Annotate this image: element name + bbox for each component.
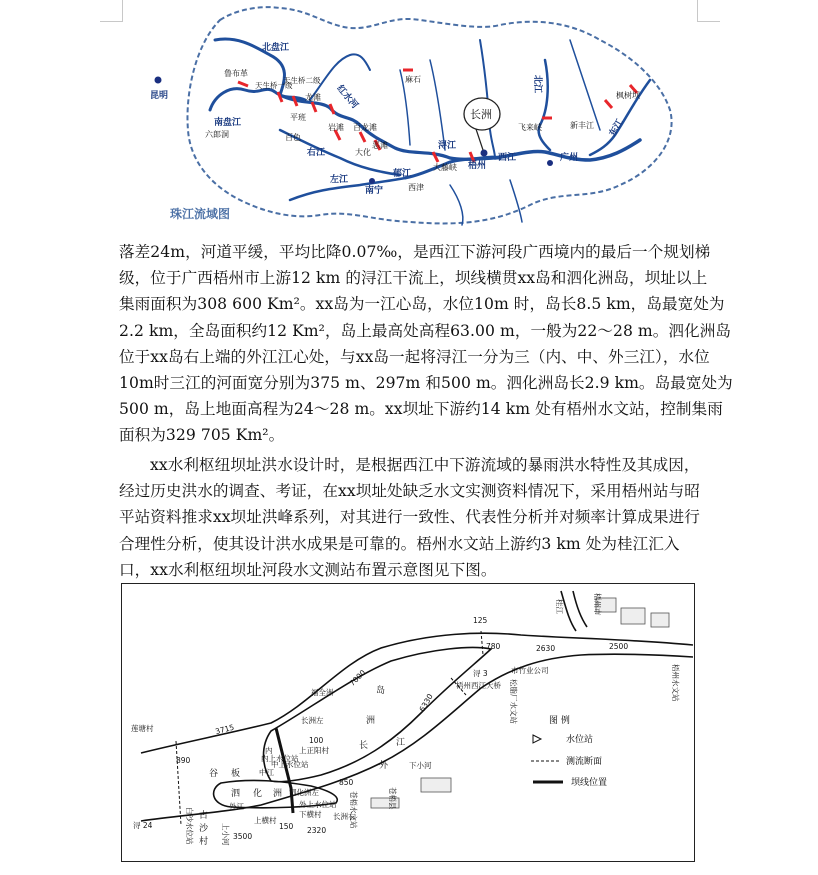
- label-sihua: 泗: [231, 789, 241, 799]
- label-d3500: 3500: [233, 832, 253, 841]
- label-lianpeng: 莲塘村: [131, 724, 154, 733]
- paragraph-1: [119, 239, 733, 449]
- label-zhongjiang: 中江: [259, 768, 274, 777]
- label-cun: 村: [199, 837, 209, 847]
- label-shangxiao: 上小河: [221, 823, 230, 846]
- label-xiaohe: 下小河: [409, 761, 432, 770]
- label-dongjiang: 东江: [607, 117, 626, 139]
- label-wuzhouzhan: 梧州水文站: [671, 664, 680, 702]
- label-shanghe: 上横村: [254, 816, 277, 825]
- label-gu: 谷: [209, 769, 219, 779]
- city-dot-kunming: [155, 77, 162, 84]
- paragraph-line: 500 m，岛上地面高程为24～28 m。xx坝址下游约14 km 处有梧州水文站，控制集雨: [119, 400, 723, 419]
- page-corner-mark: [698, 21, 720, 22]
- label-d780: 780: [486, 642, 501, 651]
- section-line: [176, 741, 181, 825]
- dam-marker: [605, 100, 612, 108]
- paragraph-line: 落差24m，河道平缓，平均比降0.07‰，是西江下游河段广西境内的最后一个规划梯: [119, 243, 711, 261]
- tributary: [570, 40, 600, 130]
- label-neijiang: 内上水位站: [261, 754, 299, 763]
- label-etan: 恶滩: [372, 141, 388, 150]
- label-d2500: 2500: [609, 642, 629, 651]
- label-tianshengqiao2: 天生桥二级: [283, 76, 321, 85]
- legend-title: 图 例: [549, 716, 570, 726]
- label-xijiang: 西江: [498, 153, 517, 163]
- label-cangwu: 苍梧县: [388, 787, 397, 810]
- label-d850: 850: [339, 778, 354, 787]
- label-guangzhou: 广州: [560, 153, 579, 163]
- label-tianshengqiao1: 天生桥一级: [255, 81, 293, 90]
- dam-marker: [360, 132, 365, 142]
- label-songliuchang: 松脂厂水文站: [509, 679, 518, 724]
- label-mashi: 麻石: [405, 75, 421, 84]
- tributary: [510, 180, 522, 222]
- dam-marker: [330, 104, 334, 114]
- page-corner-mark: [100, 21, 122, 22]
- label-changzhouyou: 长洲右: [333, 812, 356, 821]
- label-kunming: 昆明: [150, 91, 169, 101]
- map1-title: 珠江流域图: [170, 207, 231, 221]
- paragraph-line: 2.2 km，全岛面积约12 Km²，岛上最高处高程63.00 m，一般为22～28 m。泗化洲岛: [119, 321, 731, 340]
- label-beipanjiang: 北盘江: [262, 43, 290, 53]
- paragraph-line: 10m时三江的河面宽分别为375 m、297m 和500 m。泗化洲岛长2.9 km。岛最宽处为: [119, 374, 733, 393]
- label-dahua: 大化: [355, 148, 371, 157]
- label-beijiang: 北江: [532, 75, 542, 94]
- label-yantan: 岩滩: [328, 123, 344, 132]
- north-bank: [141, 633, 693, 753]
- hydrologic-station-layout-map: [121, 583, 695, 862]
- label-bose: 百色: [285, 133, 301, 142]
- label-d890: 890: [176, 756, 191, 765]
- label-nei: 内: [265, 746, 273, 755]
- label-chang: 长: [359, 741, 369, 751]
- beijiang-river: [539, 60, 550, 150]
- label-fuquanzhou: 福全洲: [311, 688, 334, 697]
- label-d100: 100: [309, 736, 324, 745]
- label-zhou: 洲: [366, 716, 376, 726]
- paragraph-line: 面积为329 705 Km²。: [119, 426, 285, 445]
- pearl-river-basin-map: [150, 0, 690, 232]
- label-fengshuba: 枫树坝: [616, 91, 640, 100]
- legend: [531, 714, 607, 788]
- paragraph-line: 合理性分析，使其设计洪水成果是可靠的。梧州水文站上游约3 km 处为桂江汇入: [119, 534, 680, 553]
- section-line: [481, 631, 483, 655]
- legend-section-label: 测流断面: [566, 757, 603, 767]
- label-zhongshang: 中上水位站: [271, 760, 309, 769]
- paragraph-line: 级，位于广西梧州市上游12 km 的浔江干流上，坝线横贯xx岛和泗化洲岛，坝址以上: [119, 269, 708, 288]
- changzhou-callout-pointer: [476, 129, 483, 150]
- label-sha: 沙: [199, 824, 209, 834]
- label-changzhou: 长洲: [470, 108, 492, 121]
- legend-dam-label: 坝线位置: [571, 778, 608, 788]
- label-xun24: 浔 24: [133, 821, 153, 830]
- label-dao: 岛: [376, 686, 386, 696]
- label-xun3: 浔 3: [473, 669, 488, 678]
- south-bank: [141, 654, 693, 821]
- label-shizhuye: 市竹业公司: [511, 666, 549, 675]
- label-nanpanjiang: 南盘江: [214, 118, 242, 128]
- label-nanning: 南宁: [365, 186, 384, 196]
- dam-marker: [238, 82, 248, 86]
- label-wai: 外: [379, 761, 389, 771]
- city-dot-nanning: [369, 178, 375, 184]
- label-jiang: 江: [396, 738, 406, 748]
- label-changzhouzuo: 长洲左: [301, 716, 324, 725]
- label-wuzhou: 梧州: [468, 161, 487, 171]
- label-waijiang: 外江: [229, 802, 244, 811]
- label-zuojiang: 左江: [330, 175, 349, 185]
- label-sihuazuo: 泗化洲左: [289, 788, 319, 797]
- page-corner-mark: [697, 0, 698, 22]
- paragraph-line: 集雨面积为308 600 Km²。xx岛为一江心岛，水位10m 时，岛长8.5 km，岛最宽处为: [119, 295, 725, 314]
- label-d150: 150: [279, 822, 294, 831]
- label-xunjiang: 浔江: [438, 141, 457, 151]
- label-yujiang: 郁江: [393, 169, 412, 179]
- basin-boundary: [187, 7, 671, 223]
- label-xijin: 西津: [408, 183, 424, 192]
- label-d125: 125: [473, 616, 488, 625]
- label-cangwuzhan: 苍梧水文站: [349, 791, 358, 829]
- paragraph-line: xx水利枢纽坝址洪水设计时，是根据西江中下游流域的暴雨洪水特性及其成因，: [150, 456, 700, 474]
- label-bailongtan: 百龙滩: [353, 123, 377, 132]
- label-baisha: 白沙水位站: [185, 807, 194, 845]
- label-waishang: 外上水位站: [299, 800, 337, 809]
- label-feilaixia: 飞来峡: [518, 123, 542, 132]
- label-daqiao: 梧州西江大桥: [456, 681, 501, 690]
- label-d3715: 3715: [214, 722, 236, 737]
- paragraph-line: 经过历史洪水的调查、考证，在xx坝址处缺乏水文实测资料情况下，采用梧州站与昭: [119, 482, 700, 501]
- label-d2320: 2320: [307, 826, 327, 835]
- label-xinfengjiang: 新丰江: [570, 121, 594, 130]
- label-liulangdong: 六郎洞: [205, 130, 229, 139]
- urban-block: [621, 608, 645, 624]
- tributary: [430, 60, 445, 150]
- legend-stage-label: 水位站: [566, 735, 594, 745]
- label-wuzhoushi: 梧州市: [593, 593, 602, 616]
- label-lubuge: 鲁布革: [224, 69, 248, 78]
- paragraph-2: [119, 452, 699, 583]
- label-datengxia: 大藤峡: [433, 163, 457, 172]
- label-longtan: 龙滩: [305, 93, 321, 102]
- guijiang-bank: [573, 591, 587, 627]
- label-xiamoc: 下横村: [299, 810, 322, 819]
- label-d7000: 7000: [347, 668, 368, 688]
- city-dot-guangzhou: [547, 160, 553, 166]
- label-pingban: 平班: [290, 113, 306, 122]
- label-gu2: 古: [199, 811, 209, 821]
- urban-block: [651, 613, 669, 627]
- paragraph-line: 平站资料推求xx坝址洪峰系列，对其进行一致性、代表性分析并对频率计算成果进行: [119, 508, 700, 527]
- label-zhouzuo: 洲: [273, 789, 283, 799]
- label-ban: 板: [231, 769, 241, 779]
- tributary: [450, 185, 463, 225]
- label-hongshuihe: 红水河: [334, 83, 360, 111]
- legend-stage-symbol: [533, 735, 541, 743]
- label-youjiang: 右江: [307, 148, 326, 158]
- urban-block: [421, 778, 451, 792]
- label-d6330: 6330: [417, 692, 435, 714]
- label-hua: 化: [253, 789, 263, 799]
- label-zhengyang: 上正阳村: [299, 746, 329, 755]
- label-guijiang: 桂江: [555, 599, 564, 614]
- city-dot-wuzhou: [481, 150, 488, 157]
- paragraph-line: 位于xx岛右上端的外江江心处，与xx岛一起将浔江一分为三（内、中、外三江），水位: [119, 347, 710, 366]
- page-corner-mark: [122, 0, 123, 22]
- label-d2630: 2630: [536, 644, 556, 653]
- paragraph-line: 口，xx水利枢纽坝址河段水文测站布置示意图见下图。: [119, 560, 497, 579]
